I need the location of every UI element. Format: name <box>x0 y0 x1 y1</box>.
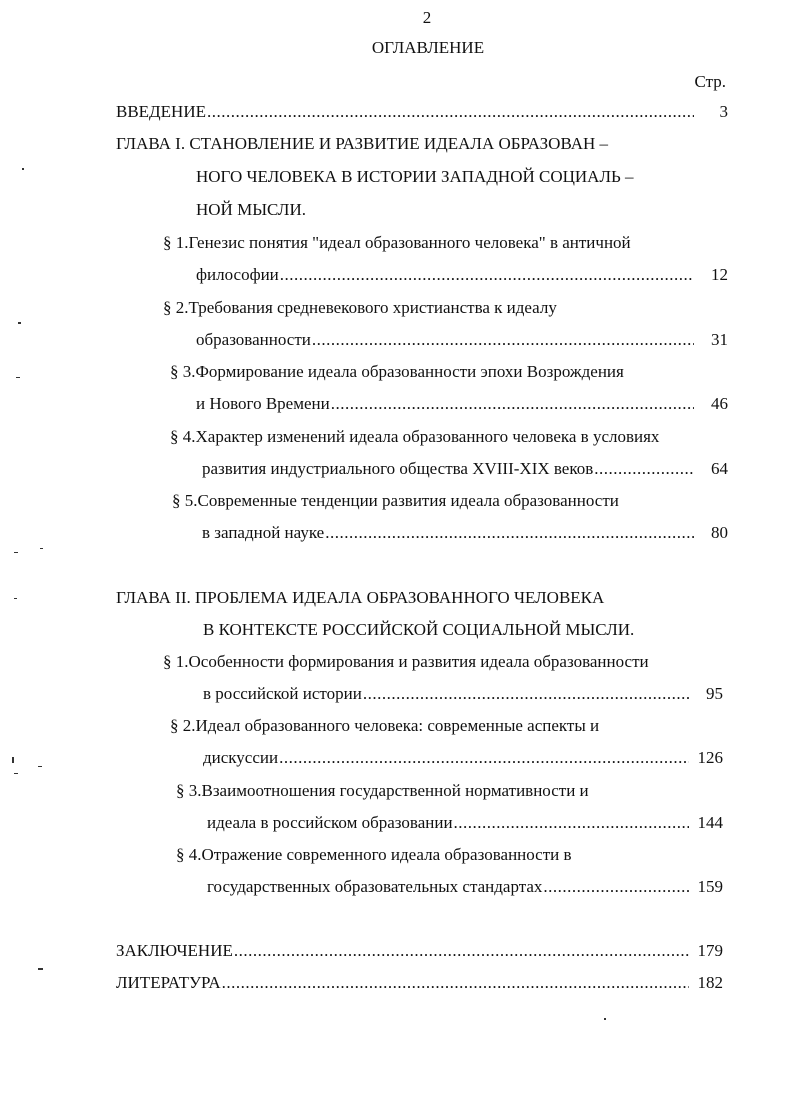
scan-speck <box>14 773 18 774</box>
toc-entry[interactable] <box>196 263 728 287</box>
scan-speck <box>14 552 18 553</box>
leader-dots <box>594 457 694 481</box>
scan-speck <box>12 757 14 763</box>
section-title-continued: философии <box>196 265 279 284</box>
scan-speck <box>18 322 21 324</box>
toc-page-number: 95 <box>706 684 723 703</box>
leader-dots <box>279 746 689 770</box>
leader-dots <box>280 263 694 287</box>
toc-page-number: 3 <box>719 102 728 121</box>
section-title-continued: в российской истории <box>203 684 362 703</box>
toc-entry-conclusion[interactable] <box>116 939 723 963</box>
chapter-heading-continued: НОГО ЧЕЛОВЕКА В ИСТОРИИ ЗАПАДНОЙ СОЦИАЛЬ – <box>196 167 634 186</box>
section-title-continued: в западной науке <box>202 523 325 542</box>
section-title[interactable]: § 3.Взаимоотношения государственной нормативности и <box>176 781 589 800</box>
toc-entry-literature[interactable] <box>116 971 723 995</box>
section-title-continued: развития индустриального общества XVIII-XIX веков <box>202 459 594 478</box>
section-title[interactable]: § 4.Характер изменений идеала образованного человека в условиях <box>170 427 660 446</box>
toc-page-number: 126 <box>697 748 723 767</box>
page-title: ОГЛАВЛЕНИЕ <box>371 38 485 57</box>
leader-dots <box>222 971 689 995</box>
leader-dots <box>234 939 689 963</box>
scan-speck <box>22 168 24 170</box>
toc-page-number: 64 <box>711 459 728 478</box>
page-number: 2 <box>422 8 432 27</box>
chapter-heading[interactable]: ГЛАВА I. СТАНОВЛЕНИЕ И РАЗВИТИЕ ИДЕАЛА ОБРАЗОВАН – <box>116 134 609 153</box>
toc-page-number: 12 <box>711 265 728 284</box>
toc-entry-label: ЗАКЛЮЧЕНИЕ <box>116 941 233 960</box>
section-title-continued: государственных образовательных стандартах <box>207 877 543 896</box>
toc-entry-label: ЛИТЕРАТУРА <box>116 973 221 992</box>
leader-dots <box>207 100 694 124</box>
leader-dots <box>454 811 689 835</box>
page-column-label: Стр. <box>694 72 726 91</box>
toc-entry[interactable] <box>202 521 728 545</box>
section-title[interactable]: § 2.Идеал образованного человека: современные аспекты и <box>170 716 600 735</box>
chapter-heading-continued: В КОНТЕКСТЕ РОССИЙСКОЙ СОЦИАЛЬНОЙ МЫСЛИ. <box>203 620 635 639</box>
toc-entry[interactable] <box>202 457 728 481</box>
leader-dots <box>325 521 694 545</box>
toc-entry-label: ВВЕДЕНИЕ <box>116 102 206 121</box>
leader-dots <box>543 875 689 899</box>
section-title[interactable]: § 5.Современные тенденции развития идеала образованности <box>172 491 619 510</box>
toc-page-number: 80 <box>711 523 728 542</box>
leader-dots <box>363 682 689 706</box>
toc-entry[interactable] <box>207 811 723 835</box>
chapter-heading-continued: НОЙ МЫСЛИ. <box>196 200 306 219</box>
toc-entry[interactable] <box>196 392 728 416</box>
section-title-continued: образованности <box>196 330 311 349</box>
leader-dots <box>312 328 694 352</box>
section-title-continued: дискуссии <box>203 748 279 767</box>
toc-entry[interactable] <box>207 875 723 899</box>
scan-speck <box>40 548 43 549</box>
scan-speck <box>14 598 17 599</box>
scan-speck <box>38 968 43 970</box>
toc-page-number: 179 <box>697 941 723 960</box>
section-title[interactable]: § 4.Отражение современного идеала образованности в <box>176 845 572 864</box>
chapter-heading[interactable]: ГЛАВА II. ПРОБЛЕМА ИДЕАЛА ОБРАЗОВАННОГО ЧЕЛОВЕКА <box>116 588 605 607</box>
toc-page-number: 31 <box>711 330 728 349</box>
toc-page-number: 144 <box>697 813 723 832</box>
toc-entry[interactable] <box>196 328 728 352</box>
leader-dots <box>331 392 694 416</box>
toc-page-number: 182 <box>697 973 723 992</box>
toc-page-number: 159 <box>697 877 723 896</box>
toc-entry[interactable] <box>203 682 723 706</box>
section-title[interactable]: § 1.Особенности формирования и развития идеала образованности <box>163 652 649 671</box>
scan-speck <box>604 1018 606 1020</box>
toc-entry-intro[interactable] <box>116 100 728 124</box>
section-title[interactable]: § 3.Формирование идеала образованности эпохи Возрождения <box>170 362 624 381</box>
section-title-continued: и Нового Времени <box>196 394 330 413</box>
scan-speck <box>16 377 20 378</box>
section-title[interactable]: § 1.Генезис понятия "идеал образованного человека" в античной <box>163 233 631 252</box>
scan-speck <box>38 766 42 767</box>
toc-page-number: 46 <box>711 394 728 413</box>
section-title[interactable]: § 2.Требования средневекового христианства к идеалу <box>163 298 557 317</box>
toc-entry[interactable] <box>203 746 723 770</box>
section-title-continued: идеала в российском образовании <box>207 813 453 832</box>
